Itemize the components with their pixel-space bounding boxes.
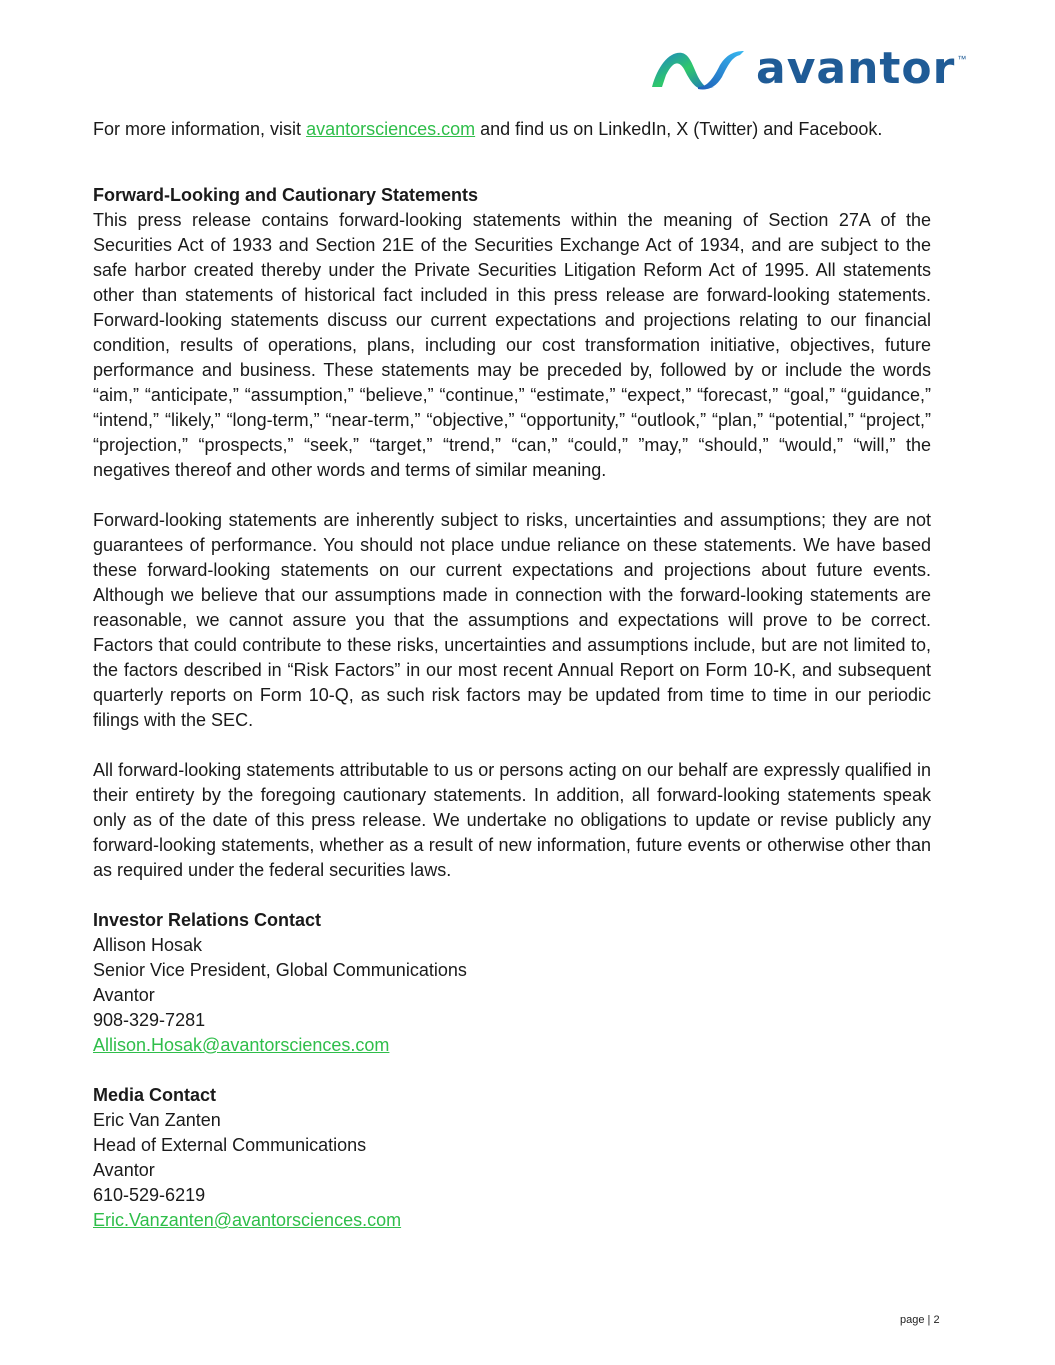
intro-text: For more information, visit [93, 119, 307, 139]
logo-wordmark: avantor [756, 43, 956, 94]
media-contact-name: Eric Van Zanten [93, 1110, 221, 1130]
avantor-swoosh-icon [648, 47, 748, 91]
page-number: page | 2 [900, 1314, 940, 1326]
investor-contact-company: Avantor [93, 985, 155, 1005]
media-contact-heading: Media Contact [93, 1085, 217, 1105]
document-body [93, 117, 931, 1233]
intro-paragraph [93, 117, 931, 142]
investor-relations-contact [93, 908, 931, 1058]
investor-contact-phone: 908-329-7281 [93, 1010, 206, 1030]
trademark-symbol: ™ [957, 54, 967, 64]
investor-contact-email-link[interactable]: Allison.Hosak@avantorsciences.com [93, 1035, 390, 1055]
avantor-logo [648, 44, 966, 94]
forward-looking-paragraph-3: All forward-looking statements attributable to us or persons acting on our behalf are expressly qualified in their entirety by the foregoing cautionary statements. In addition, all forward-looking statements speak only as of the date of this press release. We undertake no obligations to update or revise publicly any forward-looking statements, whether as a result of new information, future events or otherwise other than as required under the federal securities laws. [93, 760, 931, 880]
forward-looking-heading: Forward-Looking and Cautionary Statements [93, 185, 479, 205]
investor-contact-heading: Investor Relations Contact [93, 910, 322, 930]
media-contact-phone: 610-529-6219 [93, 1185, 206, 1205]
investor-contact-name: Allison Hosak [93, 935, 203, 955]
media-contact [93, 1083, 931, 1233]
intro-text-end: and find us on LinkedIn, X (Twitter) and Facebook. [475, 119, 883, 139]
media-contact-email-link[interactable]: Eric.Vanzanten@avantorsciences.com [93, 1210, 402, 1230]
website-link[interactable]: avantorsciences.com [306, 119, 476, 139]
forward-looking-paragraph-2: Forward-looking statements are inherently subject to risks, uncertainties and assumptions; they are not guarantees of performance. You should not place undue reliance on these statements. We have based these forward-looking statements on our current expectations and projections about future events. Although we believe that our assumptions made in connection with the forward-looking statements are reasonable, we cannot assure you that the assumptions and expectations will prove to be correct. Factors that could contribute to these risks, uncertainties and assumptions include, but are not limited to, the factors described in “Risk Factors” in our most recent Annual Report on Form 10-K, and subsequent quarterly reports on Form 10-Q, as such risk factors may be updated from time to time in our periodic filings with the SEC. [93, 510, 931, 730]
investor-contact-title: Senior Vice President, Global Communications [93, 960, 467, 980]
media-contact-title: Head of External Communications [93, 1135, 367, 1155]
media-contact-company: Avantor [93, 1160, 155, 1180]
forward-looking-paragraph-1: This press release contains forward-looking statements within the meaning of Section 27A of the Securities Act of 1933 and Section 21E of the Securities Exchange Act of 1934, and are subject to the safe harbor created thereby under the Private Securities Litigation Reform Act of 1995. All statements other than statements of historical fact included in this press release are forward-looking statements. Forward-looking statements discuss our current expectations and projections relating to our financial condition, results of operations, plans, including our cost transformation initiative, objectives, future performance and business. These statements may be preceded by, followed by or include the words “aim,” “anticipate,” “assumption,” “believe,” “continue,” “estimate,” “expect,” “forecast,” “goal,” “guidance,” “intend,” “likely,” “long-term,” “near-term,” “objective,” “opportunity,” “outlook,” “plan,” “potential,” “project,” “projection,” “prospects,” “seek,” “target,” “trend,” “can,” “could,” ”may,” “should,” “would,” “will,” the negatives thereof and other words and terms of similar meaning. [93, 210, 931, 480]
